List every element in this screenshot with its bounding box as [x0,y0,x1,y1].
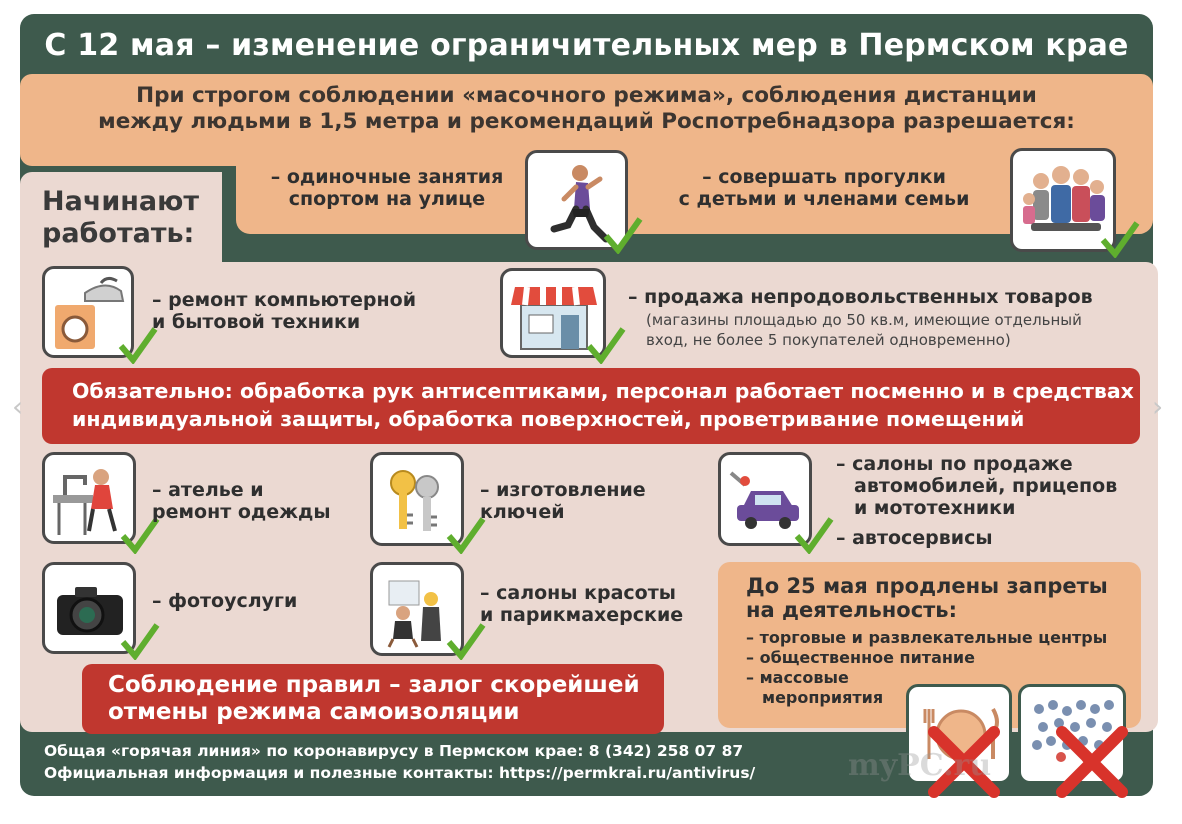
prev-image-arrow[interactable]: ‹ [12,390,24,423]
check-icon [120,622,160,660]
start-label-line-2: работать: [42,218,195,249]
service-cars-line-2: автомобилей, прицепов [854,475,1118,497]
ban-cross-icon [1052,722,1132,802]
service-cars-line-3: и мототехники [854,497,1016,519]
mandatory-measures-banner [42,368,1140,444]
service-autoservice-line: – автосервисы [836,527,993,549]
service-photo-line-1: – фотоуслуги [152,590,298,612]
service-cars-line-1: – салоны по продаже [836,453,1073,475]
start-working-label [42,186,199,250]
service-keys-line-2: ключей [480,501,565,523]
footer-contacts [44,740,755,784]
allowed-walk-text [664,166,984,210]
intro-line-1: При строгом соблюдении «масочного режима», соблюдения дистанции [136,83,1037,108]
start-label-line-1: Начинают [42,186,200,217]
mandatory-line-2: индивидуальной защиты, обработка поверхностей, проветривание помещений [72,407,1025,431]
service-shop-note-2: вход, не более 5 покупателей одновременно) [646,331,1011,349]
service-cars-text [836,453,1117,549]
service-atelier-text [152,479,331,523]
ban-item-events: – массовые [746,668,849,687]
service-keys-text [480,479,646,523]
next-image-arrow[interactable]: › [1152,390,1164,423]
service-repair-line-1: – ремонт компьютерной [152,289,417,311]
check-icon [794,516,834,554]
service-beauty-line-1: – салоны красоты [480,582,676,604]
allowed-walk-line-2: с детьми и членами семьи [678,188,970,210]
intro-text [20,83,1153,135]
service-shop-line-1: – продажа непродовольственных товаров [628,286,1093,308]
check-icon [603,216,643,254]
check-icon [586,326,626,364]
poster-title: С 12 мая – изменение ограничительных мер в Пермском крае [44,27,1129,63]
mandatory-line-1: Обязательно: обработка рук антисептиками, персонал работает посменно и в средствах [72,379,1134,403]
service-atelier-line-2: ремонт одежды [152,501,331,523]
bans-title [746,574,1108,622]
service-beauty-text [480,582,683,626]
ban-item-catering: – общественное питание [746,648,975,667]
service-atelier-line-1: – ателье и [152,479,264,501]
service-keys-line-1: – изготовление [480,479,646,501]
slogan-line-1: Соблюдение правил – залог скорейшей [108,672,640,698]
intro-line-2: между людьми в 1,5 метра и рекомендаций Роспотребнадзора разрешается: [98,109,1075,134]
slogan-line-2: отмены режима самоизоляции [108,699,520,725]
allowed-walk-line-1: – совершать прогулки [702,166,946,188]
check-icon [1100,220,1140,258]
bans-title-line-1: До 25 мая продлены запреты [746,574,1108,598]
service-shop-text [628,286,1093,350]
service-repair-line-2: и бытовой техники [152,311,361,333]
allowed-sport-line-2: спортом на улице [288,188,486,210]
bans-title-line-2: на деятельность: [746,598,957,622]
service-photo-text [152,590,297,612]
ban-item-malls: – торговые и развлекательные центры [746,628,1108,647]
check-icon [446,622,486,660]
watermark: myPC.ru [848,748,992,783]
ban-item-events-cont: мероприятия [762,688,884,707]
slogan-banner [82,664,664,734]
allowed-sport-text [262,166,512,210]
service-repair-text [152,289,416,333]
footer-official-info: Официальная информация и полезные контакты: https://permkrai.ru/antivirus/ [44,764,756,782]
service-beauty-line-2: и парикмахерские [480,604,684,626]
allowed-sport-line-1: – одиночные занятия [270,166,504,188]
footer-hotline: Общая «горячая линия» по коронавирусу в Пермском крае: 8 (342) 258 07 87 [44,742,744,760]
service-shop-note-1: (магазины площадью до 50 кв.м, имеющие отдельный [646,311,1082,329]
